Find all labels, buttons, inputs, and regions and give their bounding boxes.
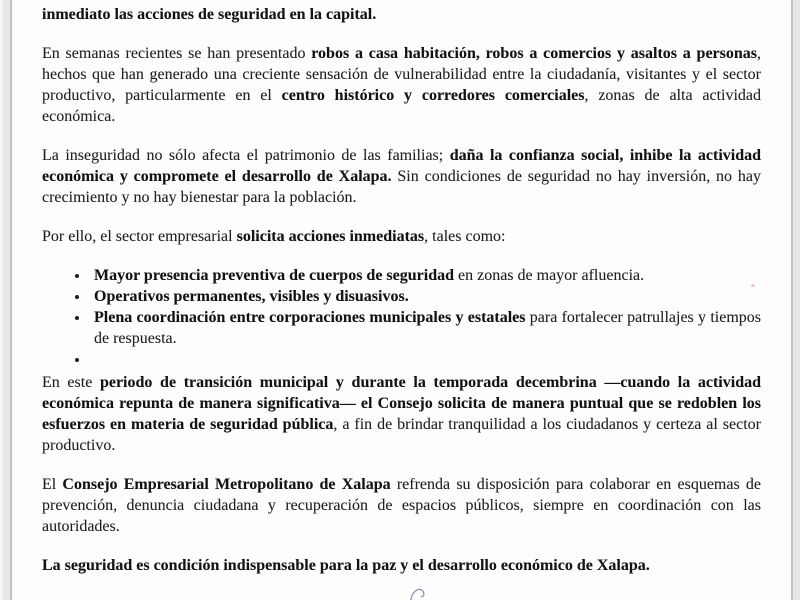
bold-text-run: solicita acciones inmediatas: [236, 228, 425, 245]
paragraph-lead-line: [42, 4, 761, 25]
document-page: [10, 0, 793, 600]
list-item-presence: [90, 265, 761, 286]
list-item-operations: [90, 286, 761, 307]
bold-text-run: centro histórico y corredores comerciales: [281, 87, 585, 104]
photo-artifact-dot: [751, 284, 755, 287]
requested-actions-list: [42, 265, 761, 370]
bold-text-run: Operativos permanentes, visibles y disuasivos.: [94, 288, 409, 305]
bold-text-run: Plena coordinación entre corporaciones municipales y estatales: [94, 309, 526, 326]
text-run: , a fin de brindar tranquilidad a los ciudadanos y certeza al sector productivo.: [42, 416, 761, 454]
text-run: [94, 351, 98, 368]
closing-statement: [42, 555, 761, 576]
bold-text-run: daña la confianza social, inhibe la actividad económica y compromete el desarrollo de Xalapa.: [42, 147, 762, 185]
list-item-empty: [90, 349, 761, 370]
paragraph-request-intro: [42, 226, 761, 247]
bold-text-run: La seguridad es condición indispensable para la paz y el desarrollo económico de Xalapa.: [42, 557, 650, 574]
text-run: En este: [42, 374, 100, 391]
paragraph-recent-incidents: [42, 43, 761, 127]
list-item-coordination: [90, 307, 761, 349]
signature-ink-path: [411, 589, 424, 600]
signature-ink-icon: [409, 585, 429, 600]
bold-text-run: inmediato las acciones de seguridad en la capital.: [42, 6, 377, 23]
bold-text-run: periodo de transición municipal y durante la temporada decembrina —cuando la actividad económica repunta de manera significativa— el Consejo solicita de manera puntual que se redoblen los esfuerzos en materia de seguridad pública: [42, 374, 761, 433]
text-run: , hechos que han generado una creciente sensación de vulnerabilidad entre la ciudadanía, visitantes y el sector productivo, particularmente en el: [42, 45, 762, 104]
text-run: , zonas de alta actividad económica.: [42, 87, 762, 125]
text-run: refrenda su disposición para colaborar en esquemas de prevención, denuncia ciudadana y recuperación de espacios públicos, siempre en coordinación con las autoridades.: [42, 476, 762, 535]
text-run: El: [42, 476, 63, 493]
paragraph-collaboration: [42, 474, 761, 537]
paragraph-insecurity-impact: [42, 145, 761, 208]
text-run: en zonas de mayor afluencia.: [453, 267, 645, 284]
text-run: La inseguridad no sólo afecta el patrimonio de las familias;: [42, 147, 450, 164]
text-run: Sin condiciones de seguridad no hay inversión, no hay crecimiento y no hay bienestar para la población.: [42, 168, 761, 206]
paragraph-transition-period: [42, 372, 761, 456]
text-run: , tales como:: [424, 228, 506, 245]
bold-text-run: Consejo Empresarial Metropolitano de Xalapa: [62, 476, 391, 493]
bold-text-run: Mayor presencia preventiva de cuerpos de seguridad: [94, 267, 454, 284]
text-run: Por ello, el sector empresarial: [42, 228, 237, 245]
text-run: En semanas recientes se han presentado: [42, 45, 312, 62]
bold-text-run: robos a casa habitación, robos a comercios y asaltos a personas: [311, 45, 758, 62]
text-run: para fortalecer patrullajes y tiempos de respuesta.: [94, 309, 761, 347]
